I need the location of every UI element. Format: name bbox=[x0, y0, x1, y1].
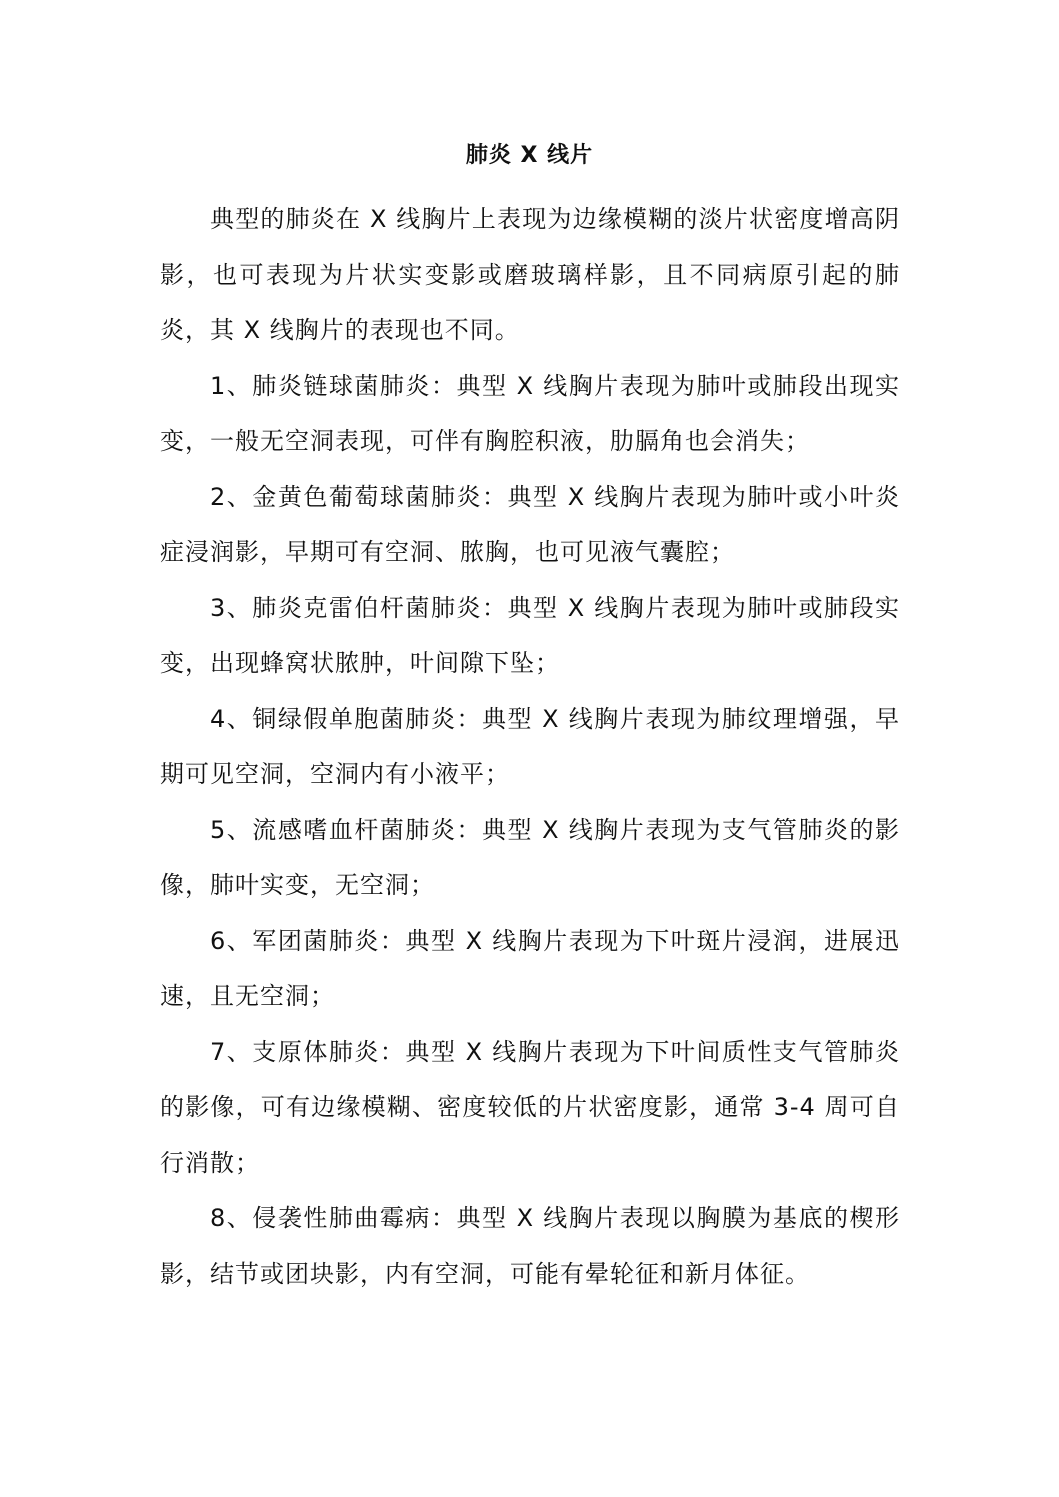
intro-paragraph: 典型的肺炎在 X 线胸片上表现为边缘模糊的淡片状密度增高阴影，也可表现为片状实变影或磨玻璃样影，且不同病原引起的肺炎，其 X 线胸片的表现也不同。 bbox=[160, 205, 900, 344]
item-paragraph-1: 1、肺炎链球菌肺炎：典型 X 线胸片表现为肺叶或肺段出现实变，一般无空洞表现，可伴有胸腔积液，肋膈角也会消失； bbox=[160, 371, 900, 455]
document-body bbox=[160, 192, 900, 1302]
item-paragraph-7: 7、支原体肺炎：典型 X 线胸片表现为下叶间质性支气管肺炎的影像，可有边缘模糊、密度较低的片状密度影，通常 3-4 周可自行消散； bbox=[160, 1037, 900, 1177]
item-paragraph-6: 6、军团菌肺炎：典型 X 线胸片表现为下叶斑片浸润，进展迅速，且无空洞； bbox=[160, 926, 900, 1010]
document-title: 肺炎 X 线片 bbox=[465, 143, 594, 168]
item-paragraph-5: 5、流感嗜血杆菌肺炎：典型 X 线胸片表现为支气管肺炎的影像，肺叶实变，无空洞； bbox=[160, 815, 900, 899]
item-paragraph-3: 3、肺炎克雷伯杆菌肺炎：典型 X 线胸片表现为肺叶或肺段实变，出现蜂窝状脓肿，叶间隙下坠； bbox=[160, 593, 900, 677]
item-paragraph-4: 4、铜绿假单胞菌肺炎：典型 X 线胸片表现为肺纹理增强，早期可见空洞，空洞内有小液平； bbox=[160, 704, 900, 788]
item-paragraph-2: 2、金黄色葡萄球菌肺炎：典型 X 线胸片表现为肺叶或小叶炎症浸润影，早期可有空洞、脓胸，也可见液气囊腔； bbox=[160, 482, 900, 566]
item-paragraph-8: 8、侵袭性肺曲霉病：典型 X 线胸片表现以胸膜为基底的楔形影，结节或团块影，内有空洞，可能有晕轮征和新月体征。 bbox=[160, 1204, 900, 1288]
